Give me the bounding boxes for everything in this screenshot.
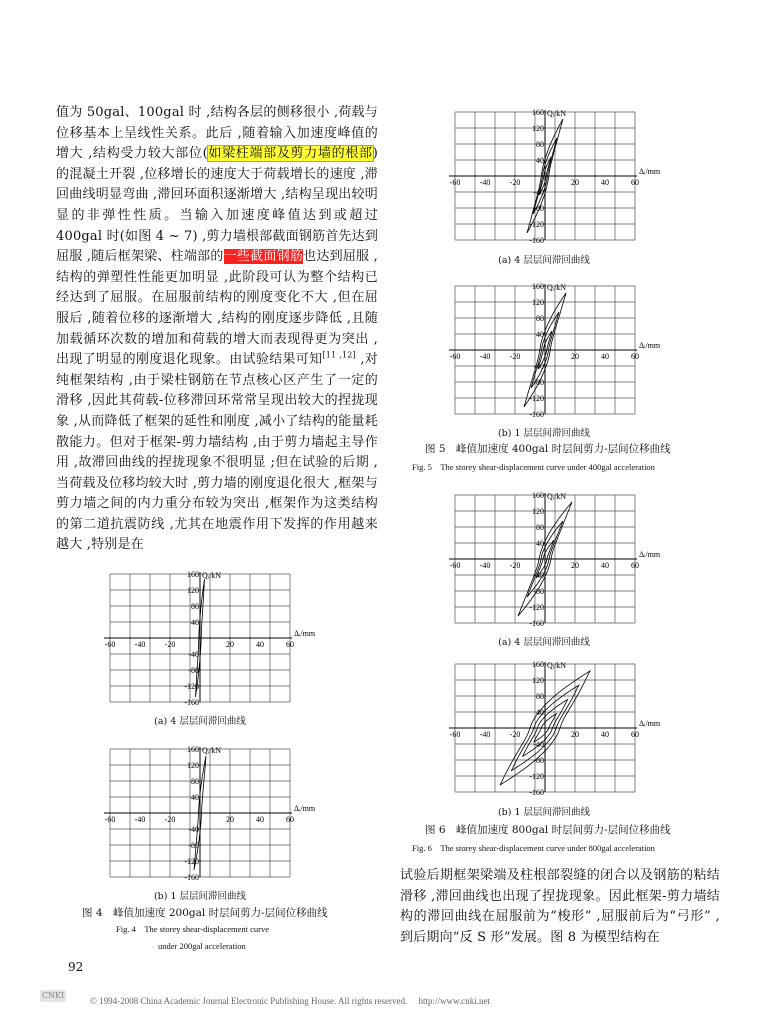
y-tick-label: -120 <box>184 857 199 866</box>
y-axis-label: Qᵢ/kN <box>202 746 222 755</box>
x-tick-label: 20 <box>571 730 579 739</box>
x-tick-label: 40 <box>601 352 609 361</box>
y-tick-label: 40 <box>536 330 544 339</box>
caption-fig6-en: Fig. 6 The storey shear-displacement curve under 800gal acceleration <box>412 843 655 853</box>
y-tick-label: -40 <box>533 188 544 197</box>
x-tick-label: -40 <box>479 352 491 361</box>
caption-fig4b: (b) 1 层层间滞回曲线 <box>153 891 247 902</box>
x-tick-label: 20 <box>226 815 234 824</box>
y-tick-label: 40 <box>191 618 199 627</box>
y-tick-label: 160 <box>187 570 199 579</box>
body-text-right <box>400 866 720 948</box>
caption-fig5-en: Fig. 5 The storey shear-displacement curve under 400gal acceleration <box>412 462 655 472</box>
x-tick-label: 60 <box>631 178 639 187</box>
x-tick-label: 20 <box>571 178 579 187</box>
y-tick-label: 80 <box>191 602 199 611</box>
reference-mark[interactable]: [11 ,12] <box>322 350 356 360</box>
caption-fig6a: (a) 4 层层间滞回曲线 <box>498 637 590 648</box>
y-tick-label: -160 <box>184 698 199 707</box>
x-tick-label: -60 <box>449 352 461 361</box>
x-tick-label: -20 <box>509 561 521 570</box>
highlight-yellow: 如梁柱端部及剪力墙的根部 <box>207 146 373 162</box>
page-number: 92 <box>68 960 84 974</box>
x-tick-label: -40 <box>134 815 146 824</box>
y-tick-label: 80 <box>536 523 544 532</box>
y-tick-label: 120 <box>532 298 544 307</box>
y-tick-label: -80 <box>533 204 544 213</box>
y-tick-label: 160 <box>532 491 544 500</box>
y-tick-label: -40 <box>533 571 544 580</box>
plot-fig6a <box>435 489 661 629</box>
y-tick-label: 40 <box>536 539 544 548</box>
y-tick-label: -40 <box>188 825 199 834</box>
y-tick-label: -120 <box>529 220 544 229</box>
y-tick-label: -40 <box>188 650 199 659</box>
x-tick-label: -20 <box>509 178 521 187</box>
text-run: 值为 50gal、100gal 时 ,结构各层的侧移很小 ,荷载与位移基本上呈线性关系。此后 ,随着输入加速度峰值的增大 ,结构受力较大部位( <box>56 105 378 162</box>
x-tick-label: -20 <box>164 815 176 824</box>
y-tick-label: -80 <box>188 666 199 675</box>
y-tick-label: -80 <box>533 378 544 387</box>
x-tick-label: 60 <box>286 815 294 824</box>
figure-6a <box>435 489 661 629</box>
x-tick-label: -60 <box>449 178 461 187</box>
figure-6b <box>435 658 661 798</box>
caption-fig6-cn: 图 6 峰值加速度 800gal 时层间剪力-层间位移曲线 <box>425 824 671 836</box>
plot-fig4b <box>90 743 316 883</box>
x-tick-label: 40 <box>601 561 609 570</box>
caption-fig6b: (b) 1 层层间滞回曲线 <box>497 807 591 818</box>
y-tick-label: -160 <box>529 619 544 628</box>
y-tick-label: 120 <box>532 676 544 685</box>
x-tick-label: 40 <box>256 640 264 649</box>
highlight-red: 一些截面钢筋 <box>223 249 304 265</box>
x-axis-label: Δᵢ/mm <box>294 629 316 638</box>
caption-fig5b: (b) 1 层层间滞回曲线 <box>497 428 591 439</box>
x-tick-label: -60 <box>449 730 461 739</box>
figure-5a <box>435 106 661 246</box>
x-tick-label: -60 <box>449 561 461 570</box>
caption-fig4-cn: 图 4 峰值加速度 200gal 时层间剪力-层间位移曲线 <box>82 907 328 919</box>
x-axis-label: Δᵢ/mm <box>639 719 661 728</box>
plot-fig5a <box>435 106 661 246</box>
x-tick-label: 60 <box>631 730 639 739</box>
y-tick-label: -160 <box>529 410 544 419</box>
caption-fig5-cn: 图 5 峰值加速度 400gal 时层间剪力-层间位移曲线 <box>425 443 671 455</box>
y-tick-label: 80 <box>536 692 544 701</box>
text-run: 也达到屈服 ,结构的弹塑性性能更加明显 ,此阶段可认为整个结构已经达到了屈服。在屈服前结构的刚度变化不大 ,但在屈服后 ,随着位移的逐渐增大 ,结构的刚度逐步降低 ,且随加载循环次数的增加和荷载的增大而表现得更为突出 ,出现了明显的刚度退化现象。由试验结果可知 <box>56 249 379 368</box>
x-tick-label: -40 <box>479 178 491 187</box>
y-tick-label: 40 <box>536 708 544 717</box>
x-tick-label: 60 <box>631 352 639 361</box>
x-tick-label: -40 <box>134 640 146 649</box>
x-axis-label: Δᵢ/mm <box>639 167 661 176</box>
caption-fig4a: (a) 4 层层间滞回曲线 <box>154 716 246 727</box>
y-axis-label: Qᵢ/kN <box>547 109 567 118</box>
y-tick-label: 80 <box>536 140 544 149</box>
x-tick-label: 40 <box>601 178 609 187</box>
plot-fig4a <box>90 568 316 708</box>
y-tick-label: 120 <box>532 507 544 516</box>
x-axis-label: Δᵢ/mm <box>294 804 316 813</box>
plot-fig6b <box>435 658 661 798</box>
copyright-footer: © 1994-2008 China Academic Journal Electronic Publishing House. All rights reserved. http://www.cnki.net <box>90 996 490 1006</box>
y-tick-label: 160 <box>532 660 544 669</box>
x-tick-label: -60 <box>104 640 116 649</box>
x-tick-label: -60 <box>104 815 116 824</box>
caption-fig5a: (a) 4 层层间滞回曲线 <box>498 255 590 266</box>
y-tick-label: -160 <box>529 236 544 245</box>
y-tick-label: 40 <box>191 793 199 802</box>
y-tick-label: 120 <box>187 586 199 595</box>
y-tick-label: -160 <box>184 873 199 882</box>
paragraph-main <box>56 103 378 556</box>
y-tick-label: 160 <box>187 745 199 754</box>
x-tick-label: 40 <box>256 815 264 824</box>
y-axis-label: Qᵢ/kN <box>202 571 222 580</box>
figure-4a <box>90 568 316 708</box>
body-text-left <box>56 103 378 556</box>
cnki-logo: CNKI <box>41 991 65 1000</box>
x-axis-label: Δᵢ/mm <box>639 550 661 559</box>
x-tick-label: -20 <box>509 730 521 739</box>
y-tick-label: -120 <box>184 682 199 691</box>
y-tick-label: 120 <box>187 761 199 770</box>
y-axis-label: Qᵢ/kN <box>547 492 567 501</box>
x-tick-label: -40 <box>479 730 491 739</box>
y-tick-label: 80 <box>191 777 199 786</box>
y-tick-label: 160 <box>532 282 544 291</box>
x-tick-label: 20 <box>226 640 234 649</box>
y-tick-label: -80 <box>533 587 544 596</box>
y-tick-label: -120 <box>529 394 544 403</box>
y-tick-label: -120 <box>529 772 544 781</box>
y-tick-label: -80 <box>188 841 199 850</box>
caption-fig4-en-1: Fig. 4 The storey shear-displacement curve <box>116 924 270 934</box>
x-tick-label: 20 <box>571 561 579 570</box>
x-tick-label: 40 <box>601 730 609 739</box>
paragraph-continued: 试验后期框架梁端及柱根部裂缝的闭合以及钢筋的粘结滑移 ,滞回曲线也出现了捏拢现象。因此框架-剪力墙结构的滞回曲线在屈服前为“梭形” ,屈服前后为“弓形” ,到后期向“反 S 形”发展。图 8 为模型结构在 <box>400 868 720 945</box>
caption-fig4-en-2: under 200gal acceleration <box>158 941 246 951</box>
plot-fig5b <box>435 280 661 420</box>
text-run: ,对纯框架结构 ,由于梁柱钢筋在节点核心区产生了一定的滑移 ,因此其荷载-位移滞回环常常呈现出较大的捏拢现象 ,从而降低了框架的延性和刚度 ,减小了结构的能量耗散能力。但对于框架-剪力墙结构 ,由于剪力墙起主导作用 ,故滞回曲线的捏拢现象不很明显 ;但在试验的后期 ,当荷载及位移均较大时 ,剪力墙的刚度退化很大 ,框架与剪力墙之间的内力重分布较为突出 ,框架作为这类结构的第二道抗震防线 ,尤其在地震作用下发挥的作用越来越大 ,特别是在 <box>56 352 378 553</box>
y-axis-label: Qᵢ/kN <box>547 661 567 670</box>
y-tick-label: 120 <box>532 124 544 133</box>
x-tick-label: -20 <box>164 640 176 649</box>
y-tick-label: -160 <box>529 788 544 797</box>
x-axis-label: Δᵢ/mm <box>639 341 661 350</box>
figure-4b <box>90 743 316 883</box>
y-tick-label: 160 <box>532 108 544 117</box>
x-tick-label: -40 <box>479 561 491 570</box>
y-tick-label: -120 <box>529 603 544 612</box>
x-tick-label: 20 <box>571 352 579 361</box>
y-tick-label: -80 <box>533 756 544 765</box>
y-axis-label: Qᵢ/kN <box>547 283 567 292</box>
figure-5b <box>435 280 661 420</box>
text-run: )的混凝土开裂 ,位移增长的速度大于荷载增长的速度 ,滞回曲线明显弯曲 ,滞回环面积逐渐增大 ,结构呈现出较明显的非弹性性质。当输入加速度峰值达到或超过 400gal 时(如图 4 ~ 7) ,剪力墙根部截面钢筋首先达到屈服 ,随后框架梁、柱端部的 <box>56 146 379 265</box>
x-tick-label: -20 <box>509 352 521 361</box>
y-tick-label: 40 <box>536 156 544 165</box>
x-tick-label: 60 <box>631 561 639 570</box>
x-tick-label: 60 <box>286 640 294 649</box>
y-tick-label: -40 <box>533 362 544 371</box>
y-tick-label: -40 <box>533 740 544 749</box>
y-tick-label: 80 <box>536 314 544 323</box>
